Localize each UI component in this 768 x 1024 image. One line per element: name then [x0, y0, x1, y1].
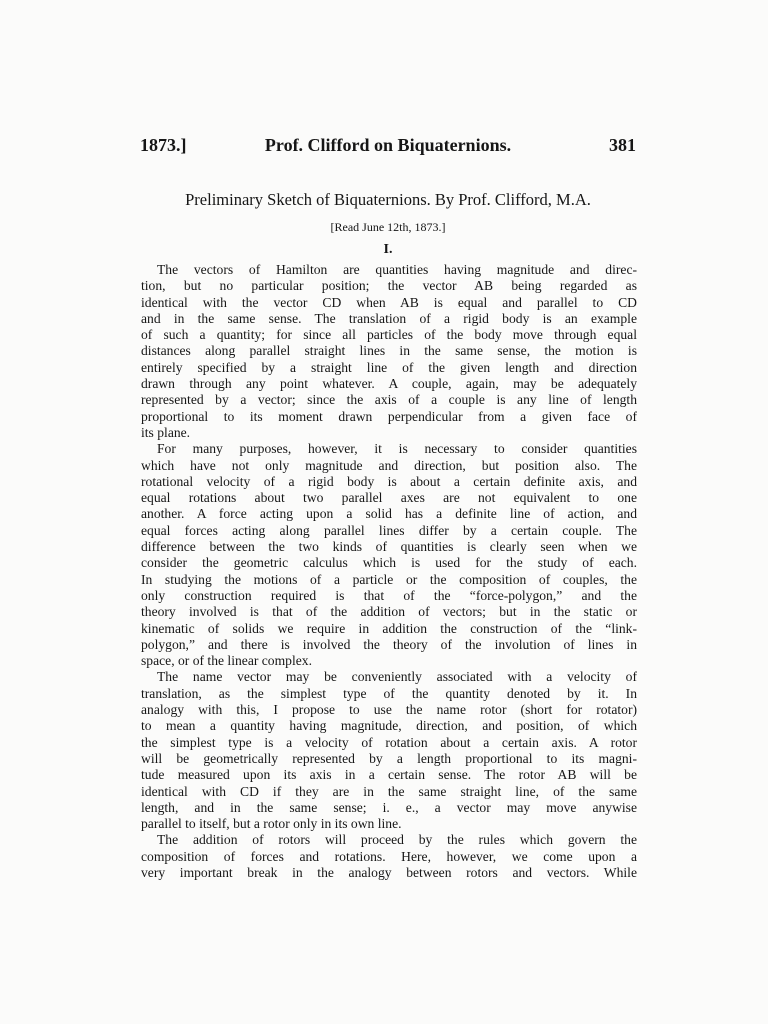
- text-line: theory involved is that of the addition of vectors; but in the static or: [141, 604, 637, 620]
- text-line: space, or of the linear complex.: [141, 653, 312, 669]
- text-line: parallel to itself, but a rotor only in its own line.: [141, 816, 402, 832]
- running-header: [140, 135, 636, 159]
- text-line: entirely specified by a straight line of the given length and direction: [141, 359, 637, 375]
- text-line: proportional to its moment drawn perpendicular from a given face of: [141, 408, 637, 424]
- text-line: tion, but no particular position; the vector AB being regarded as: [141, 278, 637, 294]
- text-line: difference between the two kinds of quantities is clearly seen when we: [141, 539, 637, 555]
- text-line: length, and in the same sense; i. e., a vector may move anywise: [141, 799, 637, 815]
- text-line: rotational velocity of a rigid body is about a certain definite axis, and: [141, 473, 637, 489]
- text-line: The vectors of Hamilton are quantities having magnitude and direc-: [157, 262, 637, 277]
- text-line: its plane.: [141, 424, 191, 440]
- text-line: drawn through any point whatever. A couple, again, may be adequately: [141, 376, 637, 392]
- article-title: Preliminary Sketch of Biquaternions. By Prof. Clifford, M.A.: [185, 190, 591, 209]
- text-line: of such a quantity; for since all particles of the body move through equal: [141, 327, 637, 343]
- text-line: represented by a vector; since the axis of a couple is any line of length: [141, 392, 637, 408]
- text-line: The addition of rotors will proceed by the rules which govern the: [157, 832, 637, 848]
- text-line: The name vector may be conveniently associated with a velocity of: [157, 669, 637, 685]
- text-line: composition of forces and rotations. Here, however, we come upon a: [141, 848, 637, 864]
- text-line: and in the same sense. The translation of a rigid body is an example: [141, 310, 637, 326]
- text-line: analogy with this, I propose to use the name rotor (short for rotator): [141, 702, 637, 718]
- text-line: For many purposes, however, it is necessary to consider quantities: [157, 441, 637, 457]
- text-line: translation, as the simplest type of the quantity denoted by it. In: [141, 685, 637, 701]
- text-line: identical with the vector CD when AB is equal and parallel to CD: [141, 294, 637, 310]
- text-line: In studying the motions of a particle or the composition of couples, the: [141, 571, 637, 587]
- body-text: [141, 262, 637, 881]
- text-line: to mean a quantity having magnitude, direction, and position, of which: [141, 718, 637, 734]
- text-line: kinematic of solids we require in addition the construction of the “link-: [141, 620, 637, 636]
- text-line: equal forces acting along parallel lines differ by a certain couple. The: [141, 522, 637, 538]
- text-line: very important break in the analogy between rotors and vectors. While: [141, 864, 637, 880]
- text-line: which have not only magnitude and direction, but position also. The: [141, 457, 637, 473]
- section-number: I.: [383, 242, 393, 257]
- text-line: another. A force acting upon a solid has a definite line of action, and: [141, 506, 637, 522]
- text-line: polygon,” and there is involved the theory of the involution of lines in: [141, 636, 637, 652]
- text-line: consider the geometric calculus which is used for the study of each.: [141, 555, 637, 571]
- text-line: will be geometrically represented by a length proportional to its magni-: [141, 750, 637, 766]
- header-year: 1873.]: [140, 135, 187, 155]
- text-line: identical with CD if they are in the same straight line, of the same: [141, 783, 637, 799]
- read-date: [Read June 12th, 1873.]: [330, 220, 446, 234]
- header-page-number: 381: [609, 135, 636, 155]
- text-line: distances along parallel straight lines in the same sense, the motion is: [141, 343, 637, 359]
- text-line: tude measured upon its axis in a certain sense. The rotor AB will be: [141, 767, 637, 783]
- text-line: only construction required is that of the “force-polygon,” and the: [141, 587, 637, 603]
- text-line: the simplest type is a velocity of rotation about a certain axis. A rotor: [141, 734, 637, 750]
- header-running-title: Prof. Clifford on Biquaternions.: [264, 135, 512, 155]
- text-line: equal rotations about two parallel axes are not equivalent to one: [141, 490, 637, 506]
